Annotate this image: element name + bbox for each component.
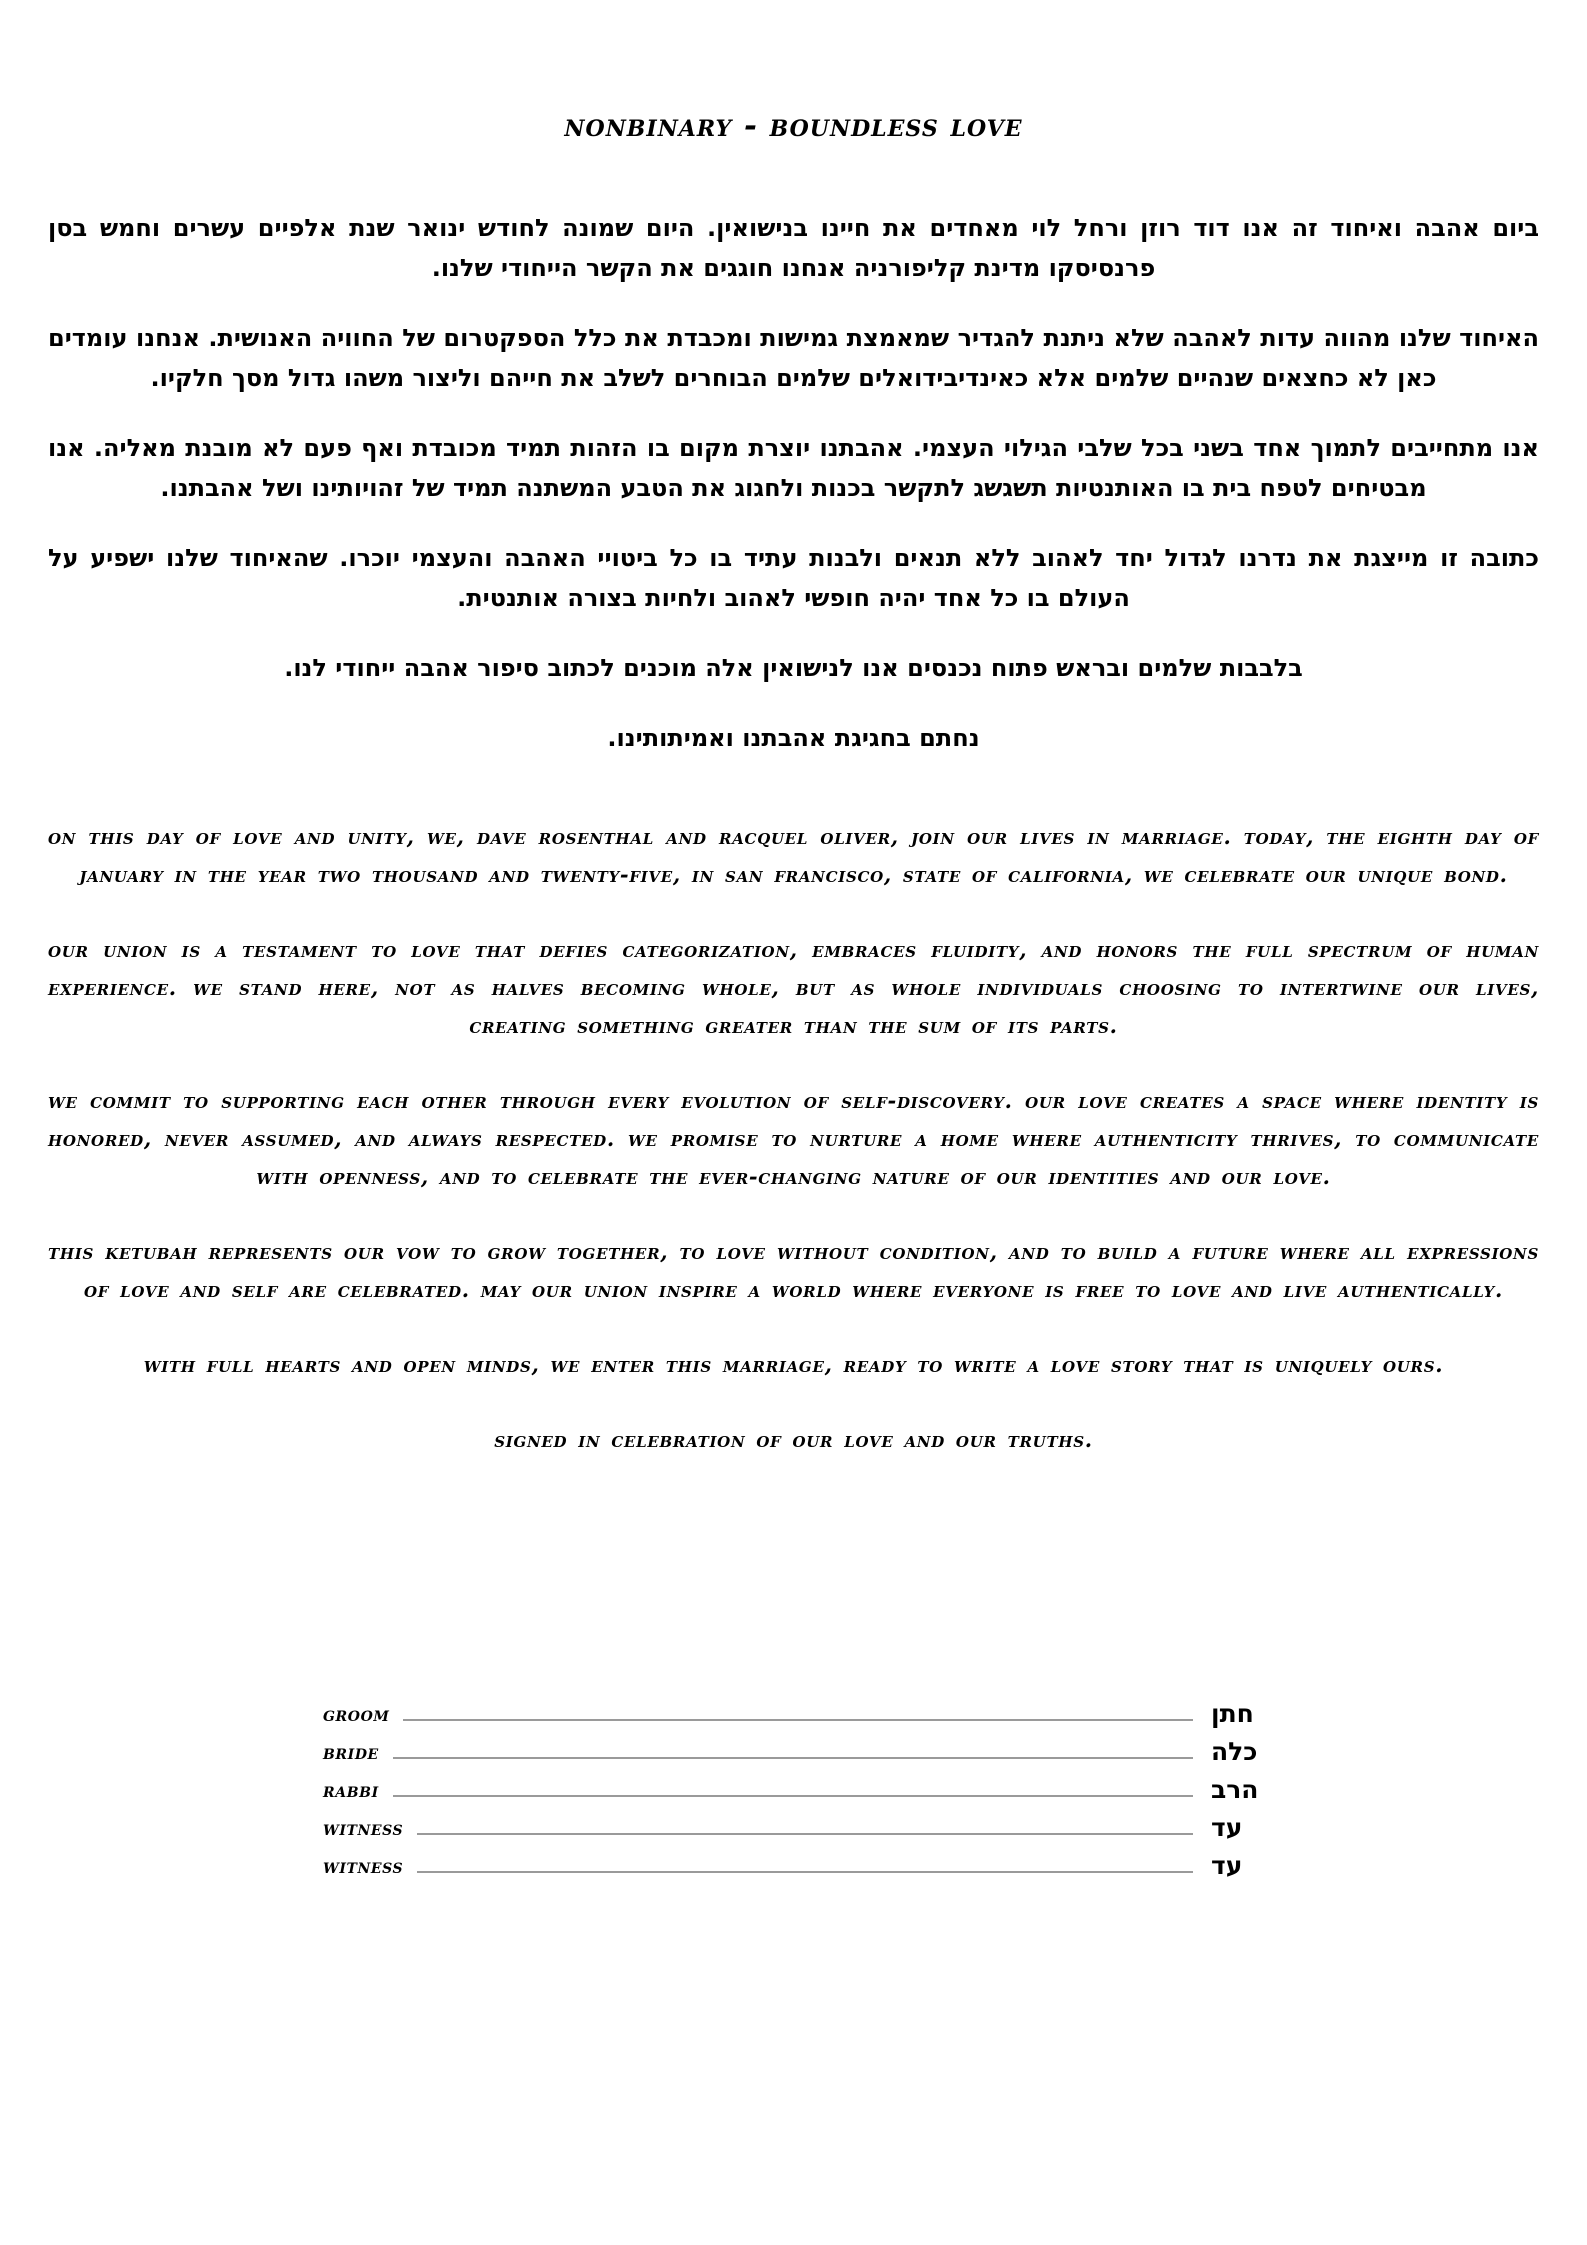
english-paragraph-1: on this day of love and unity, we, dave rosenthal and racquel oliver, join our lives in marriage. today, the eighth day of january in the year two thousand and twenty-five, in san francisco, state of california, we celebrate our unique bond. [48, 824, 1539, 887]
page-title: nonbinary - boundless love [564, 108, 1023, 144]
signature-line[interactable] [417, 1871, 1193, 1873]
hebrew-paragraph-5: בלבבות שלמים ובראש פתוח נכנסים אנו לנישואין אלה מוכנים לכתוב סיפור אהבה ייחודי לנו. [284, 654, 1303, 682]
signature-line[interactable] [393, 1757, 1193, 1759]
signature-label-english: witness [323, 1816, 404, 1840]
signature-label-english: bride [323, 1740, 379, 1764]
signature-label-hebrew: הרב [1211, 1775, 1259, 1804]
hebrew-paragraph-4: כתובה זו מייצגת את נדרנו לגדול יחד לאהוב ללא תנאים ולבנות עתיד בו כל ביטויי האהבה והעצמי יוכרו. שהאיחוד שלנו ישפיע על העולם בו כל אחד יהיה חופשי לאהוב ולחיות בצורה אותנטית. [48, 544, 1539, 612]
hebrew-paragraph-1: ביום אהבה ואיחוד זה אנו דוד רוזן ורחל לוי מאחדים את חיינו בנישואין. היום שמונה לחודש ינואר שנת אלפיים עשרים וחמש בסן פרנסיסקו מדינת קליפורניה אנחנו חוגגים את הקשר הייחודי שלנו. [48, 214, 1539, 282]
signature-label-hebrew: חתן [1211, 1699, 1254, 1728]
signature-line[interactable] [393, 1795, 1193, 1797]
english-paragraph-3: we commit to supporting each other through every evolution of self-discovery. our love creates a space where identity is honored, never assumed, and always respected. we promise to nurture a home where authenticity thrives, to communicate with openness, and to celebrate the ever-changing nature of our identities and our love. [48, 1088, 1539, 1189]
english-paragraph-4: this ketubah represents our vow to grow together, to love without condition, and to build a future where all expressions of love and self are celebrated. may our union inspire a world where everyone is free to love and live authentically. [48, 1239, 1539, 1302]
hebrew-paragraph-6: נחתם בחגיגת אהבתנו ואמיתותינו. [607, 724, 980, 752]
english-paragraph-2: our union is a testament to love that defies categorization, embraces fluidity, and honors the full spectrum of human experience. we stand here, not as halves becoming whole, but as whole individuals choosing to intertwine our lives, creating something greater than the sum of its parts. [48, 937, 1539, 1038]
signature-line[interactable] [417, 1833, 1193, 1835]
english-paragraph-5: with full hearts and open minds, we enter this marriage, ready to write a love story that is uniquely ours. [143, 1352, 1444, 1377]
hebrew-text-block [48, 208, 1539, 788]
english-text-block [48, 818, 1539, 1496]
hebrew-paragraph-3: אנו מתחייבים לתמוך אחד בשני בכל שלבי הגילוי העצמי. אהבתנו יוצרת מקום בו הזהות תמיד מכובדת ואף פעם לא מובנת מאליה. אנו מבטיחים לטפח בית בו האותנטיות תשגשג לתקשר בכנות ולחגוג את הטבע המשתנה תמיד של זהויותינו ושל אהבתנו. [48, 434, 1539, 502]
signature-line[interactable] [403, 1719, 1193, 1721]
signature-row-witness-1 [323, 1804, 1263, 1842]
signature-label-english: rabbi [323, 1778, 379, 1802]
signature-label-english: witness [323, 1854, 404, 1878]
signature-label-hebrew: עד [1211, 1813, 1243, 1842]
signature-label-english: groom [323, 1702, 390, 1726]
signature-row-groom [323, 1690, 1263, 1728]
signature-row-witness-2 [323, 1842, 1263, 1880]
hebrew-paragraph-2: האיחוד שלנו מהווה עדות לאהבה שלא ניתנת להגדיר שמאמצת גמישות ומכבדת את כלל הספקטרום של החוויה האנושית. אנחנו עומדים כאן לא כחצאים שנהיים שלמים אלא כאינדיבידואלים שלמים הבוחרים לשלב את חייהם וליצור משהו גדול מסך חלקיו. [48, 324, 1539, 392]
signature-row-rabbi [323, 1766, 1263, 1804]
signature-block [323, 1690, 1263, 1880]
signature-row-bride [323, 1728, 1263, 1766]
signature-label-hebrew: כלה [1211, 1737, 1258, 1766]
english-paragraph-6: signed in celebration of our love and our truths. [494, 1427, 1093, 1452]
signature-label-hebrew: עד [1211, 1851, 1243, 1880]
